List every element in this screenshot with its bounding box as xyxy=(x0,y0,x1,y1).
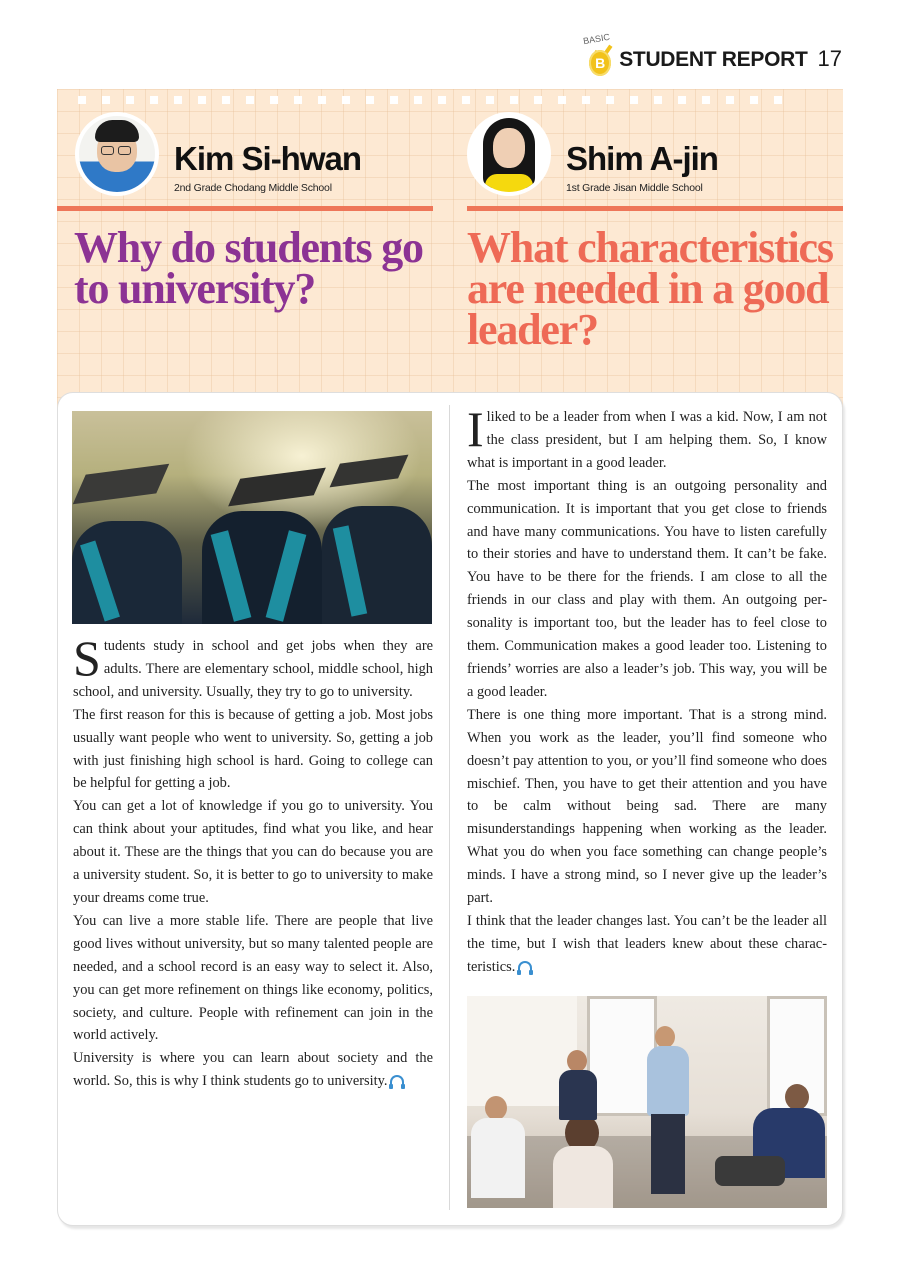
paragraph: You can get a lot of knowledge if you go to university. You can think about your aptitudes, find what you like, and hear about it. These are the things that you can do because you are a university student. So, it is better to go to university to make your dreams come true. xyxy=(73,798,433,906)
column-divider xyxy=(449,405,450,1210)
paragraph: The first reason for this is because of getting a job. Most jobs usually want people who went to university. So, getting a job with just finishing high school is hard. Going to college can be helpful for getting a job. xyxy=(73,706,433,792)
right-column-header xyxy=(467,108,843,354)
report-header xyxy=(583,30,842,78)
report-title: STUDENT REPORT xyxy=(619,48,808,71)
dot-border xyxy=(78,96,782,104)
paragraph: Iliked to be a leader from when I was a kid. Now, I am not the class president, but I am helping them. So, I know what is important in a good leader. xyxy=(467,401,827,471)
left-article-text xyxy=(73,630,433,1093)
article-headline: What characteristics are needed in a good leader? xyxy=(467,223,833,354)
divider-rule xyxy=(57,206,433,211)
author-name: Shim A-jin xyxy=(566,140,718,177)
avatar xyxy=(75,112,159,196)
paragraph: The most important thing is an outgoing personality and communication. It is important that you get close to friends and have many communications. You have to listen carefully to their stories and have to understand them. It can’t be fake. You have to be there for the friends. I am close to all the friends in our class and play with them. An outgoing personality is important too, but the leader has to feel close to them. Communication makes a good leader too. Listening to friends’ worries are also a leader’s job. This way, you will be a good leader. xyxy=(467,477,827,700)
paragraph: University is where you can learn about society and the world. So, this is why I think students go to university. xyxy=(73,1050,433,1090)
author-block xyxy=(57,108,433,204)
headphones-icon xyxy=(518,961,532,972)
author-school: 2nd Grade Chodang Middle School xyxy=(174,182,332,194)
paragraph: I think that the leader changes last. You can’t be the leader all the time, but I wish that leaders knew about these characteristics. xyxy=(467,912,827,975)
graduation-photo xyxy=(72,411,432,624)
divider-rule xyxy=(467,206,843,211)
b-badge-icon: B xyxy=(589,50,611,76)
page-number: 17 xyxy=(817,46,842,71)
meeting-photo xyxy=(467,996,827,1208)
paragraph: Students study in school and get jobs when they are adults. There are elementary school, middle school, high school, and university. Usually, they try to go to university. xyxy=(73,630,433,700)
basic-logo-text: BASIC xyxy=(582,31,611,47)
avatar xyxy=(467,112,551,196)
right-article-text xyxy=(467,401,827,979)
left-column-header xyxy=(57,108,433,313)
article-headline: Why do students go to university? xyxy=(74,223,423,313)
headphones-icon xyxy=(390,1075,404,1086)
author-name: Kim Si-hwan xyxy=(174,140,362,177)
author-block xyxy=(467,108,843,204)
drop-cap: S xyxy=(73,630,101,686)
paragraph: You can live a more stable life. There are people that live good lives without university, but so many talented people are needed, and a school record is an easy way to select it. Also, you can get more refinement on things like economy, politics, society, and culture. People with refinement can join in the world actively. xyxy=(73,912,433,1044)
drop-cap: I xyxy=(467,401,484,457)
paragraph: There is one thing more important. That is a strong mind. When you work as the leader, you’ll find someone who doesn’t pay attention to you, or you’ll find someone who does mischief. Then, you have to get their attention and you have to be calm without being sad. There are many misunderstandings happening when working as the leader. What you do when you face something can change people’s minds. I have a strong mind, so I never give up the leader’s part. xyxy=(467,706,827,907)
basic-logo xyxy=(582,31,613,78)
author-school: 1st Grade Jisan Middle School xyxy=(566,182,703,194)
